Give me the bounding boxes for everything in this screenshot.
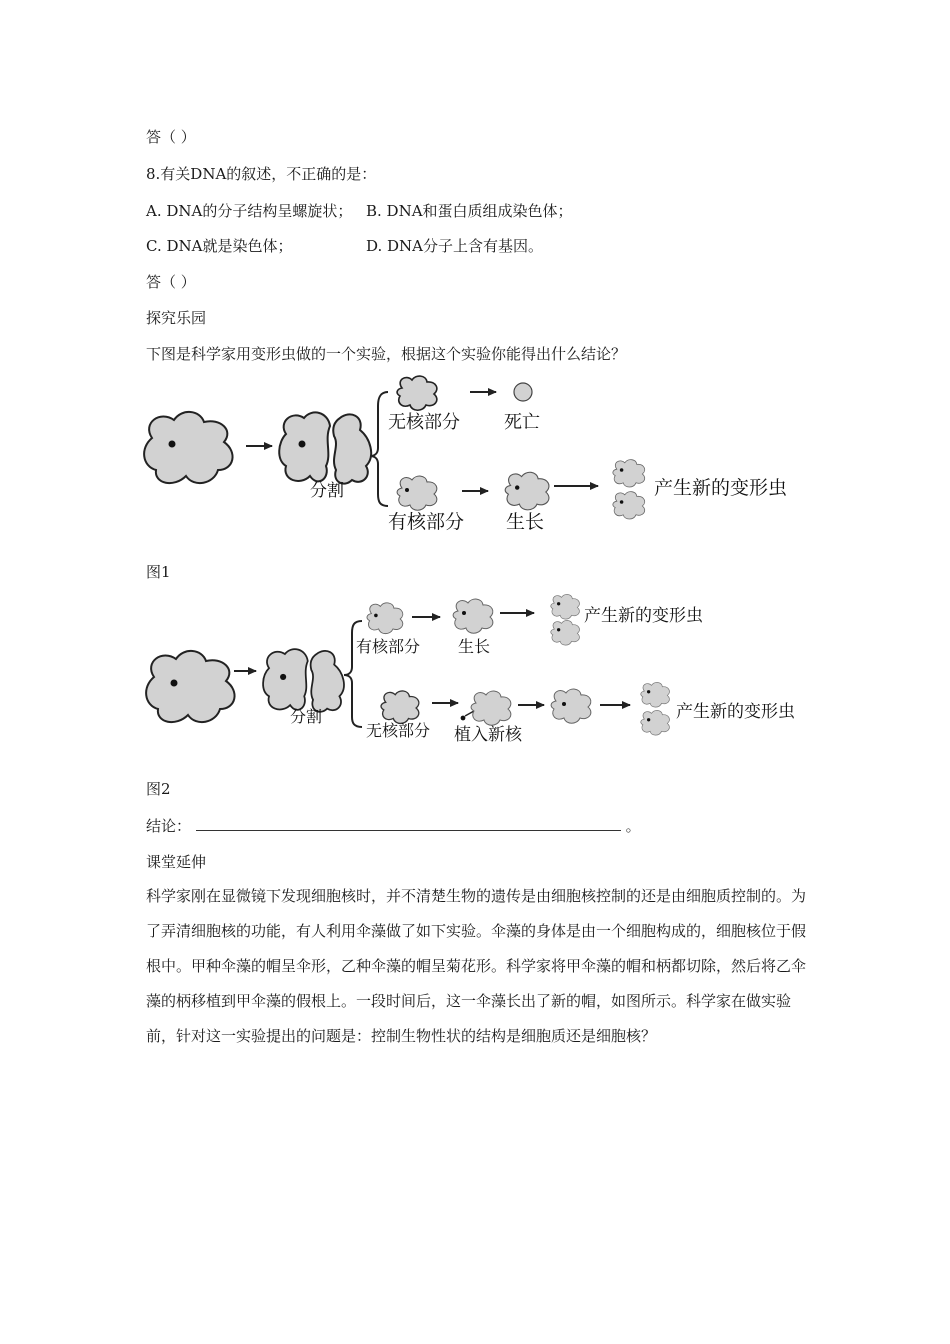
figure1-no-nucleus: 无核部分: [388, 412, 460, 433]
q8-options-row1: [146, 201, 846, 221]
figure1-growth: 生长: [506, 511, 545, 533]
amoeba-split: [279, 412, 371, 483]
amoeba-with-nucleus: [367, 603, 403, 634]
figure2-caption: 图2: [146, 780, 171, 798]
extension-heading: 课堂延伸: [146, 853, 207, 871]
conclusion-row: [146, 816, 641, 836]
q8-option-a[interactable]: A. DNA的分子结构呈螺旋状；: [146, 202, 353, 220]
amoeba-with-nucleus: [397, 476, 437, 510]
amoeba-grown: [505, 472, 549, 510]
amoeba-original: [144, 412, 232, 483]
q8-stem: 8.有关DNA的叙述，不正确的是：: [146, 165, 377, 183]
figure2-no-nucleus: 无核部分: [366, 721, 431, 740]
amoeba-original: [146, 651, 234, 722]
figure2-with-nucleus: 有核部分: [356, 637, 421, 656]
amoeba-grown: [453, 599, 493, 633]
extension-paragraph: 科学家刚在显微镜下发现细胞核时，并不清楚生物的遗传是由细胞核控制的还是由细胞质控制的。为了弄清细胞核的功能，有人利用伞藻做了如下实验。伞藻的身体是由一个细胞构成的，细胞核位于假根中。甲种伞藻的帽呈伞形，乙种伞藻的帽呈菊花形。科学家将甲伞藻的帽和柄都切除，然后将乙伞藻的柄移植到甲伞藻的假根上。一段时间后，这一伞藻长出了新的帽，如图所示。科学家在做实验前，针对这一实验提出的问题是：控制生物性状的结构是细胞质还是细胞核？: [146, 887, 807, 1045]
q8-options-row2: [146, 236, 846, 256]
amoeba-new-b: [551, 620, 580, 645]
amoeba-implanted: [471, 691, 511, 725]
dead-cell: [514, 383, 532, 401]
amoeba-new-a: [551, 594, 580, 619]
figure1-new-amoeba: 产生新的变形虫: [654, 477, 788, 499]
figure1-caption: 图1: [146, 563, 171, 581]
amoeba-no-nucleus: [381, 691, 419, 723]
branch-bracket: [370, 392, 388, 506]
conclusion-answer-blank[interactable]: [196, 816, 621, 831]
q8-option-b[interactable]: B. DNA和蛋白质组成染色体；: [366, 202, 573, 220]
conclusion-end: 。: [625, 817, 641, 835]
explore-heading: 探究乐园: [146, 309, 207, 327]
amoeba-no-nucleus: [397, 376, 437, 410]
figure1-death: 死亡: [504, 412, 540, 433]
figure2-diagram: [140, 585, 820, 750]
amoeba-new-c: [641, 682, 670, 707]
figure2-new-amoeba-top: 产生新的变形虫: [584, 606, 703, 626]
figure2-implant: 植入新核: [454, 725, 522, 745]
explore-intro: 下图是科学家用变形虫做的一个实验，根据这个实验你能得出什么结论？: [146, 345, 627, 363]
amoeba-implanted-grown: [551, 689, 591, 723]
conclusion-label: 结论：: [146, 817, 192, 835]
figure1-with-nucleus: 有核部分: [388, 511, 465, 533]
figure1-split-label: 分割: [310, 481, 344, 501]
figure2-new-amoeba-bottom: 产生新的变形虫: [676, 702, 795, 722]
amoeba-new-a: [613, 460, 645, 487]
figure2-growth: 生长: [458, 637, 491, 656]
amoeba-new-d: [641, 710, 670, 735]
q8-option-d[interactable]: D. DNA分子上含有基因。: [366, 237, 544, 255]
q7-answer: 答（ ）: [146, 128, 196, 146]
amoeba-split: [263, 649, 344, 712]
q8-answer: 答（ ）: [146, 273, 196, 291]
implanted-nucleus: [461, 716, 466, 721]
amoeba-new-b: [613, 492, 645, 519]
figure2-split-label: 分割: [290, 707, 323, 726]
figure1-diagram: [140, 370, 820, 535]
q8-option-c[interactable]: C. DNA就是染色体；: [146, 237, 293, 255]
